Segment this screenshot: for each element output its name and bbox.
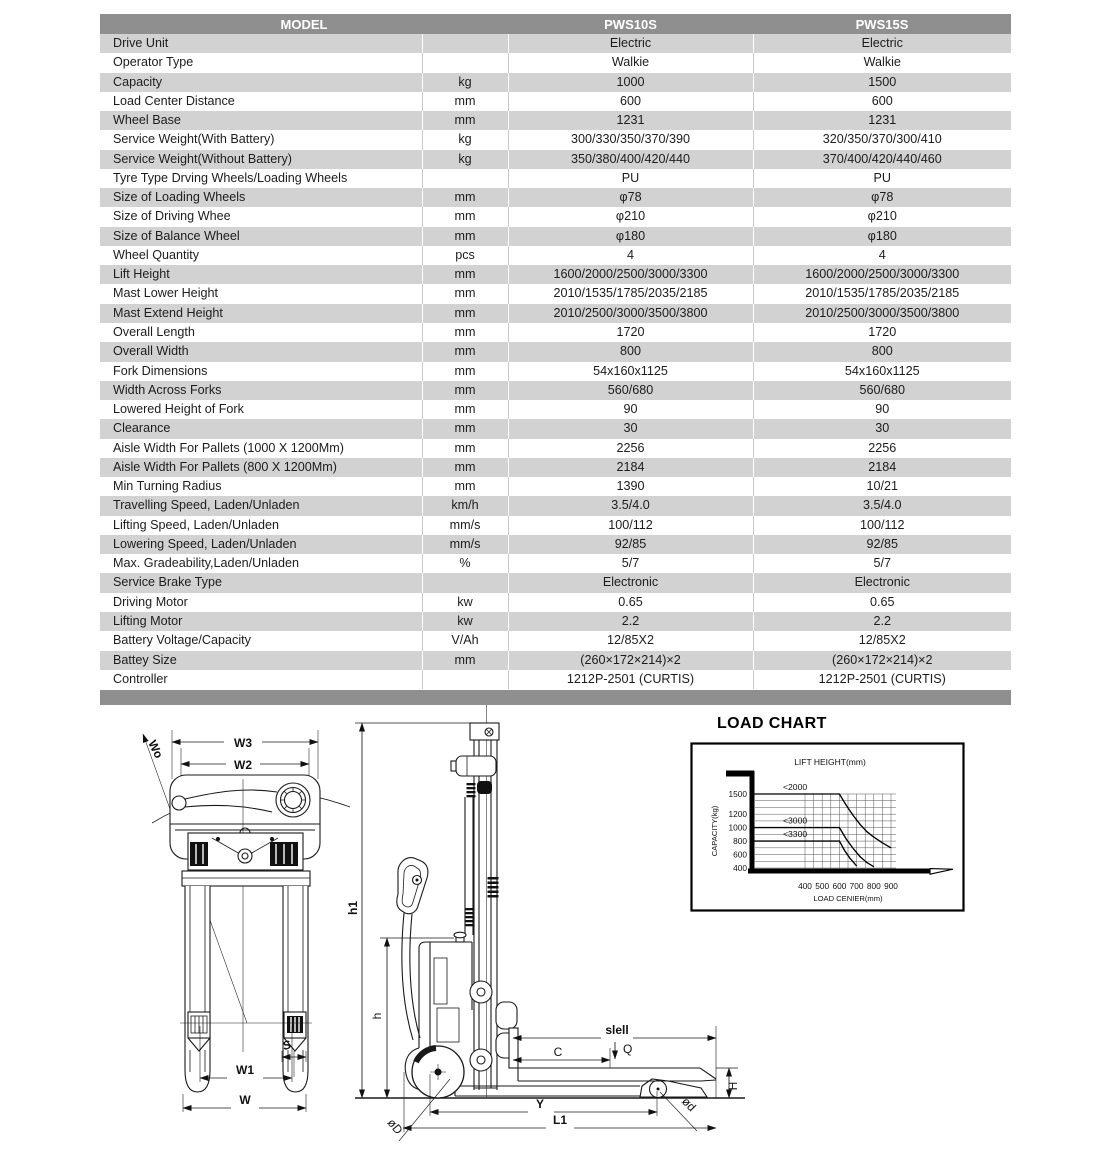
spec-row [100, 496, 1011, 515]
spec-unit: pcs [422, 246, 508, 265]
spec-value-pws10s: 4 [508, 246, 753, 265]
dim-label-od-small: ød [678, 1094, 699, 1115]
dim-label-h: h [370, 1012, 384, 1020]
spec-label: Size of Driving Whee [100, 207, 422, 226]
spec-row [100, 419, 1011, 438]
spec-unit: mm [422, 265, 508, 284]
spec-value-pws15s: 1212P-2501 (CURTIS) [753, 670, 1011, 689]
spec-label: Battey Size [100, 651, 422, 670]
spec-label: Wheel Base [100, 111, 422, 130]
spec-unit: mm [422, 284, 508, 303]
spec-value-pws15s: Electronic [753, 573, 1011, 592]
spec-row [100, 535, 1011, 554]
spec-value-pws10s: 0.65 [508, 593, 753, 612]
dim-label-w3: W3 [234, 736, 252, 750]
spec-value-pws15s: (260×172×214)×2 [753, 651, 1011, 670]
spec-value-pws10s: 30 [508, 419, 753, 438]
spec-row [100, 477, 1011, 496]
spec-label: Wheel Quantity [100, 246, 422, 265]
dim-label-l1: L1 [552, 1113, 568, 1127]
side-view-outline [355, 705, 745, 1098]
spec-unit [422, 53, 508, 72]
spec-row [100, 554, 1011, 573]
spec-unit: kg [422, 73, 508, 92]
side-view-labels [346, 901, 740, 1138]
spec-value-pws15s: φ78 [753, 188, 1011, 207]
spec-label: Lowered Height of Fork [100, 400, 422, 419]
spec-unit: kw [422, 593, 508, 612]
dim-label-hh: H [726, 1081, 740, 1091]
dim-label-h1: h1 [346, 900, 360, 916]
dim-label-wo: Wo [145, 737, 166, 761]
spec-label: Service Weight(Without Battery) [100, 150, 422, 169]
svg-text:1500: 1500 [728, 789, 747, 799]
dim-label-s: S [280, 1037, 293, 1054]
spec-value-pws10s: 1231 [508, 111, 753, 130]
spec-table [100, 14, 1011, 689]
spec-label: Drive Unit [100, 34, 422, 53]
spec-unit: mm [422, 92, 508, 111]
spec-value-pws15s: PU [753, 169, 1011, 188]
spec-value-pws15s: 2184 [753, 458, 1011, 477]
spec-value-pws10s: 560/680 [508, 381, 753, 400]
header-model: MODEL [100, 14, 508, 34]
spec-value-pws10s: Electric [508, 34, 753, 53]
spec-value-pws15s: 4 [753, 246, 1011, 265]
spec-unit: kg [422, 150, 508, 169]
spec-row [100, 304, 1011, 323]
spec-value-pws10s: 2184 [508, 458, 753, 477]
spec-label: Lift Height [100, 265, 422, 284]
spec-unit: kw [422, 612, 508, 631]
spec-value-pws15s: 560/680 [753, 381, 1011, 400]
svg-text:<3300: <3300 [783, 829, 808, 840]
svg-text:600: 600 [733, 849, 747, 860]
spec-value-pws10s: 1000 [508, 73, 753, 92]
spec-label: Lifting Speed, Laden/Unladen [100, 516, 422, 535]
spec-row [100, 53, 1011, 72]
spec-value-pws10s: 54x160x1125 [508, 362, 753, 381]
spec-label: Aisle Width For Pallets (1000 X 1200Mm) [100, 439, 422, 458]
spec-unit: mm [422, 477, 508, 496]
load-chart-title: LOAD CHART [717, 715, 827, 732]
chart-y-axis-label: CAPACITY(kg) [710, 805, 719, 857]
spec-row [100, 34, 1011, 53]
spec-row [100, 188, 1011, 207]
spec-value-pws15s: 2010/1535/1785/2035/2185 [753, 284, 1011, 303]
spec-label: Tyre Type Drving Wheels/Loading Wheels [100, 169, 422, 188]
spec-value-pws15s: 5/7 [753, 554, 1011, 573]
spec-unit: mm [422, 651, 508, 670]
spec-value-pws10s: 1600/2000/2500/3000/3300 [508, 265, 753, 284]
spec-unit [422, 573, 508, 592]
spec-value-pws15s: 2010/2500/3000/3500/3800 [753, 304, 1011, 323]
spec-label: Lifting Motor [100, 612, 422, 631]
spec-unit [422, 169, 508, 188]
svg-text:500: 500 [815, 881, 830, 891]
spec-row [100, 92, 1011, 111]
spec-label: Service Weight(With Battery) [100, 130, 422, 149]
spec-value-pws10s: Electronic [508, 573, 753, 592]
spec-value-pws15s: 92/85 [753, 535, 1011, 554]
dim-label-w2: W2 [234, 758, 252, 772]
spec-value-pws15s: 1231 [753, 111, 1011, 130]
spec-label: Size of Loading Wheels [100, 188, 422, 207]
spec-unit: mm [422, 227, 508, 246]
spec-label: Overall Length [100, 323, 422, 342]
dim-label-w1: W1 [236, 1063, 254, 1077]
header-pws15s: PWS15S [753, 14, 1011, 34]
dim-label-q: Q [623, 1042, 633, 1056]
spec-row [100, 362, 1011, 381]
spec-value-pws15s: 1720 [753, 323, 1011, 342]
spec-value-pws15s: 3.5/4.0 [753, 496, 1011, 515]
spec-value-pws15s: 10/21 [753, 477, 1011, 496]
spec-value-pws10s: 2010/1535/1785/2035/2185 [508, 284, 753, 303]
spec-row [100, 342, 1011, 361]
spec-label: Overall Width [100, 342, 422, 361]
spec-value-pws15s: 600 [753, 92, 1011, 111]
spec-label: Clearance [100, 419, 422, 438]
spec-value-pws10s: φ180 [508, 227, 753, 246]
spec-value-pws10s: φ78 [508, 188, 753, 207]
spec-value-pws15s: 1500 [753, 73, 1011, 92]
svg-text:900: 900 [884, 881, 898, 891]
spec-unit: mm [422, 188, 508, 207]
spec-row [100, 516, 1011, 535]
svg-text:<3000: <3000 [783, 815, 808, 826]
spec-value-pws15s: 2256 [753, 439, 1011, 458]
spec-unit [422, 34, 508, 53]
header-pws10s: PWS10S [508, 14, 753, 34]
spec-unit: kg [422, 130, 508, 149]
spec-value-pws10s: 2256 [508, 439, 753, 458]
spec-value-pws10s: 1212P-2501 (CURTIS) [508, 670, 753, 689]
spec-value-pws10s: 1390 [508, 477, 753, 496]
spec-row [100, 130, 1011, 149]
spec-unit: mm [422, 362, 508, 381]
spec-value-pws15s: 12/85X2 [753, 631, 1011, 650]
spec-value-pws15s: 2.2 [753, 612, 1011, 631]
spec-unit: mm [422, 419, 508, 438]
side-view-drawing [345, 702, 745, 1152]
spec-value-pws10s: 2010/2500/3000/3500/3800 [508, 304, 753, 323]
spec-unit: V/Ah [422, 631, 508, 650]
spec-label: Max. Gradeability,Laden/Unladen [100, 554, 422, 573]
spec-row [100, 150, 1011, 169]
spec-unit: mm [422, 342, 508, 361]
spec-label: Controller [100, 670, 422, 689]
spec-value-pws10s: Walkie [508, 53, 753, 72]
spec-row [100, 73, 1011, 92]
spec-label: Mast Extend Height [100, 304, 422, 323]
spec-value-pws15s: 320/350/370/300/410 [753, 130, 1011, 149]
spec-label: Aisle Width For Pallets (800 X 1200Mm) [100, 458, 422, 477]
spec-value-pws10s: (260×172×214)×2 [508, 651, 753, 670]
spec-row [100, 458, 1011, 477]
spec-unit: mm [422, 111, 508, 130]
spec-unit: mm [422, 458, 508, 477]
rear-view-outline [143, 730, 350, 1092]
spec-value-pws10s: 600 [508, 92, 753, 111]
svg-text:400: 400 [798, 881, 812, 891]
svg-text:<2000: <2000 [783, 782, 808, 792]
spec-label: Travelling Speed, Laden/Unladen [100, 496, 422, 515]
spec-label: Service Brake Type [100, 573, 422, 592]
svg-text:700: 700 [849, 881, 864, 891]
spec-row [100, 227, 1011, 246]
spec-value-pws15s: 90 [753, 400, 1011, 419]
spec-unit: mm [422, 381, 508, 400]
spec-row [100, 612, 1011, 631]
spec-unit: mm [422, 323, 508, 342]
spec-label: Operator Type [100, 53, 422, 72]
spec-label: Capacity [100, 73, 422, 92]
dim-label-od-big: øD [384, 1115, 406, 1138]
spec-unit: mm [422, 304, 508, 323]
spec-label: Width Across Forks [100, 381, 422, 400]
spec-value-pws15s: Walkie [753, 53, 1011, 72]
spec-value-pws10s: 3.5/4.0 [508, 496, 753, 515]
spec-row [100, 323, 1011, 342]
spec-value-pws10s: 100/112 [508, 516, 753, 535]
spec-label: Lowering Speed, Laden/Unladen [100, 535, 422, 554]
spec-label: Load Center Distance [100, 92, 422, 111]
chart-top-label: LIFT HEIGHT(mm) [794, 757, 866, 767]
spec-value-pws15s: 1600/2000/2500/3000/3300 [753, 265, 1011, 284]
spec-row [100, 207, 1011, 226]
spec-label: Fork Dimensions [100, 362, 422, 381]
svg-text:600: 600 [832, 881, 847, 891]
spec-label: Min Turning Radius [100, 477, 422, 496]
spec-label: Mast Lower Height [100, 284, 422, 303]
spec-label: Size of Balance Wheel [100, 227, 422, 246]
spec-value-pws10s: 300/330/350/370/390 [508, 130, 753, 149]
spec-value-pws10s: 12/85X2 [508, 631, 753, 650]
spec-value-pws15s: 100/112 [753, 516, 1011, 535]
spec-row [100, 573, 1011, 592]
spec-unit: mm [422, 207, 508, 226]
spec-value-pws10s: 2.2 [508, 612, 753, 631]
spec-value-pws15s: φ210 [753, 207, 1011, 226]
spec-row [100, 111, 1011, 130]
spec-value-pws15s: 54x160x1125 [753, 362, 1011, 381]
spec-row [100, 651, 1011, 670]
svg-text:800: 800 [733, 836, 747, 847]
spec-label: Driving Motor [100, 593, 422, 612]
spec-row [100, 400, 1011, 419]
chart-x-axis-label: LOAD CENIER(mm) [813, 894, 883, 903]
rear-view-drawing [115, 710, 370, 1125]
spec-value-pws10s: PU [508, 169, 753, 188]
spec-value-pws15s: 800 [753, 342, 1011, 361]
spec-row [100, 670, 1011, 689]
spec-unit [422, 670, 508, 689]
spec-row [100, 631, 1011, 650]
spec-value-pws15s: Electric [753, 34, 1011, 53]
load-chart-svg [690, 742, 965, 912]
svg-text:400: 400 [733, 863, 747, 873]
spec-header-row [100, 14, 1011, 34]
spec-value-pws10s: 800 [508, 342, 753, 361]
spec-row [100, 284, 1011, 303]
svg-text:800: 800 [866, 881, 881, 891]
dim-label-slell: slell [605, 1023, 629, 1037]
spec-row [100, 593, 1011, 612]
spec-value-pws15s: 370/400/420/440/460 [753, 150, 1011, 169]
spec-unit: mm/s [422, 535, 508, 554]
dim-label-c: C [553, 1045, 563, 1059]
spec-value-pws10s: 92/85 [508, 535, 753, 554]
spec-row [100, 246, 1011, 265]
spec-unit: % [422, 554, 508, 573]
spec-table-body [100, 34, 1011, 689]
spec-value-pws15s: φ180 [753, 227, 1011, 246]
dim-label-w: W [239, 1093, 251, 1107]
spec-unit: mm [422, 439, 508, 458]
svg-text:1000: 1000 [728, 822, 747, 833]
spec-unit: mm/s [422, 516, 508, 535]
spec-value-pws10s: 1720 [508, 323, 753, 342]
dim-label-y: Y [535, 1097, 545, 1111]
spec-value-pws10s: 350/380/400/420/440 [508, 150, 753, 169]
svg-text:1200: 1200 [728, 809, 747, 820]
spec-value-pws15s: 30 [753, 419, 1011, 438]
spec-value-pws10s: φ210 [508, 207, 753, 226]
spec-unit: mm [422, 400, 508, 419]
spec-value-pws10s: 90 [508, 400, 753, 419]
spec-row [100, 169, 1011, 188]
spec-label: Battery Voltage/Capacity [100, 631, 422, 650]
spec-value-pws15s: 0.65 [753, 593, 1011, 612]
spec-row [100, 265, 1011, 284]
spec-row [100, 381, 1011, 400]
spec-value-pws10s: 5/7 [508, 554, 753, 573]
spec-unit: km/h [422, 496, 508, 515]
spec-row [100, 439, 1011, 458]
